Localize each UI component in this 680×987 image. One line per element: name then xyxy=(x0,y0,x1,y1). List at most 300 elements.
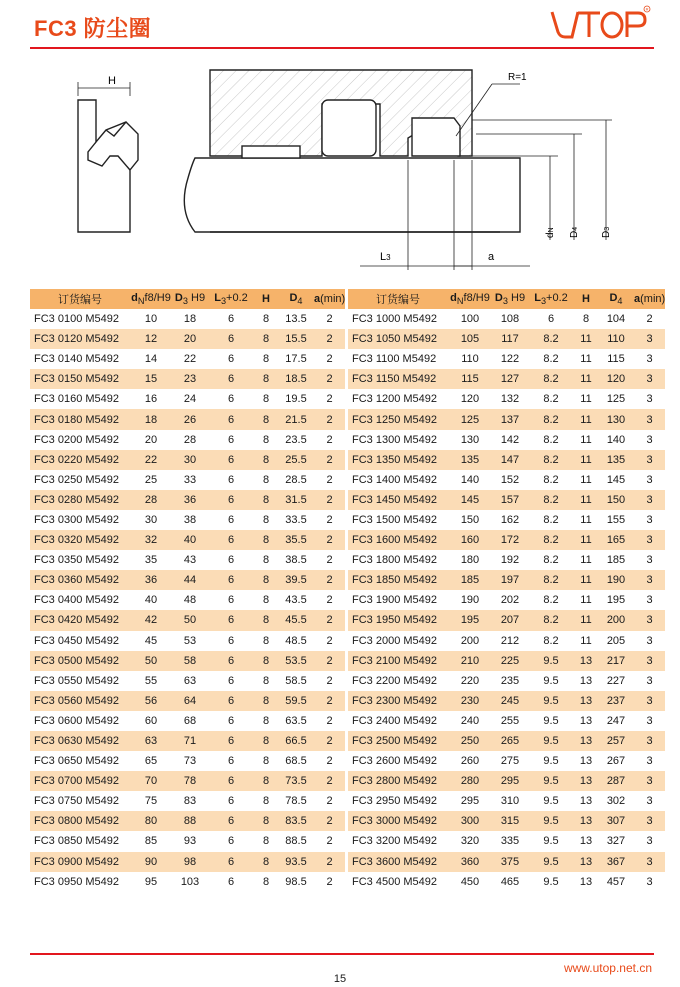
cell-a: 3 xyxy=(634,771,665,791)
cell-dn: 180 xyxy=(460,554,480,567)
cell-l3: 6 xyxy=(208,691,254,711)
cell-l3: 6 xyxy=(227,875,235,888)
cell-a: 3 xyxy=(646,393,653,406)
cell-code: FC3 1500 M5492 xyxy=(352,513,437,526)
cell-h: 11 xyxy=(574,329,598,349)
cell-a: 2 xyxy=(314,691,345,711)
cell-a: 3 xyxy=(646,433,653,446)
cell-d4: 17.5 xyxy=(285,353,307,366)
cell-h: 8 xyxy=(582,313,590,326)
cell-h: 8 xyxy=(262,393,270,406)
rod xyxy=(184,158,520,232)
cell-d4: 185 xyxy=(606,554,626,567)
cell-code: FC3 0140 M5492 xyxy=(34,353,119,366)
cell-h: 8 xyxy=(254,450,278,470)
col-d4: $D_4$ xyxy=(598,289,634,309)
cell-l3: 9.5 xyxy=(528,691,574,711)
cell-d3: 197 xyxy=(492,570,528,590)
cell-dn: 35 xyxy=(144,554,158,567)
cell-l3: 6 xyxy=(227,835,235,848)
table-row xyxy=(30,349,345,369)
cell-a: 3 xyxy=(634,651,665,671)
table-left xyxy=(30,289,345,892)
cell-d4: 58.5 xyxy=(285,674,307,687)
table-row xyxy=(348,691,665,711)
cell-l3: 8.2 xyxy=(543,353,559,366)
cell-d4: 155 xyxy=(606,513,626,526)
cell-code: FC3 0320 M5492 xyxy=(30,530,130,550)
cell-code: FC3 1300 M5492 xyxy=(352,433,437,446)
cell-l3: 6 xyxy=(208,490,254,510)
cell-code: FC3 0650 M5492 xyxy=(34,755,119,768)
table-row xyxy=(30,852,345,872)
cell-a: 2 xyxy=(326,714,333,727)
cell-d4: 25.5 xyxy=(278,450,314,470)
cell-l3: 6 xyxy=(208,852,254,872)
cell-a: 2 xyxy=(326,513,333,526)
cell-h: 8 xyxy=(254,530,278,550)
cell-code: FC3 4500 M5492 xyxy=(352,875,437,888)
cell-d4: 200 xyxy=(598,610,634,630)
cell-l3: 9.5 xyxy=(543,795,559,808)
col-d3: $D_3$ H9 xyxy=(492,289,528,309)
cell-dn: 12 xyxy=(130,329,172,349)
cell-h: 13 xyxy=(574,731,598,751)
cell-h: 13 xyxy=(574,811,598,831)
cell-l3: 8.2 xyxy=(528,369,574,389)
cell-d4: 59.5 xyxy=(278,691,314,711)
cell-a: 2 xyxy=(314,530,345,550)
cell-d3: 30 xyxy=(172,450,208,470)
cell-dn: 14 xyxy=(144,353,158,366)
cell-dn: 195 xyxy=(448,610,492,630)
table-right xyxy=(348,289,665,892)
cell-l3: 6 xyxy=(208,811,254,831)
seal-installation-drawing xyxy=(30,60,654,275)
table-row xyxy=(30,329,345,349)
table-row xyxy=(348,389,665,409)
cell-h: 8 xyxy=(262,433,270,446)
cell-a: 3 xyxy=(634,570,665,590)
cell-d3: 58 xyxy=(172,651,208,671)
table-row xyxy=(30,409,345,429)
cell-dn: 36 xyxy=(130,570,172,590)
radius-label: R=1 xyxy=(508,72,527,83)
cell-code: FC3 2200 M5492 xyxy=(352,674,437,687)
cell-d3: 157 xyxy=(492,490,528,510)
cell-a: 3 xyxy=(634,731,665,751)
cell-dn: 190 xyxy=(460,594,480,607)
cell-dn: 320 xyxy=(460,835,480,848)
cell-d4: 66.5 xyxy=(278,731,314,751)
cell-d4: 150 xyxy=(598,490,634,510)
cell-dn: 300 xyxy=(448,811,492,831)
cell-h: 8 xyxy=(262,634,270,647)
cell-dn: 100 xyxy=(460,313,480,326)
cell-code: FC3 2100 M5492 xyxy=(348,651,448,671)
cell-l3: 6 xyxy=(208,610,254,630)
cell-l3: 8.2 xyxy=(528,490,574,510)
cell-a: 2 xyxy=(314,490,345,510)
cell-a: 3 xyxy=(634,409,665,429)
cell-d4: 53.5 xyxy=(278,651,314,671)
table-row xyxy=(30,550,345,570)
cell-h: 8 xyxy=(254,329,278,349)
table-row xyxy=(30,631,345,651)
cell-d3: 50 xyxy=(172,610,208,630)
cell-d3: 36 xyxy=(172,490,208,510)
cell-d3: 235 xyxy=(500,674,520,687)
cell-d4: 227 xyxy=(606,674,626,687)
cell-dn: 70 xyxy=(130,771,172,791)
table-row xyxy=(348,610,665,630)
cell-d4: 110 xyxy=(598,329,634,349)
cell-l3: 9.5 xyxy=(543,835,559,848)
cell-a: 3 xyxy=(646,835,653,848)
cell-d3: 117 xyxy=(492,329,528,349)
table-row xyxy=(30,369,345,389)
cell-l3: 6 xyxy=(227,313,235,326)
cell-h: 13 xyxy=(579,835,593,848)
cell-a: 2 xyxy=(314,610,345,630)
cell-a: 3 xyxy=(634,811,665,831)
cell-dn: 200 xyxy=(460,634,480,647)
cell-a: 2 xyxy=(314,811,345,831)
cell-d3: 63 xyxy=(183,674,197,687)
cell-l3: 8.2 xyxy=(543,554,559,567)
cell-code: FC3 2800 M5492 xyxy=(348,771,448,791)
table-row xyxy=(30,791,345,811)
cell-d4: 145 xyxy=(606,473,626,486)
cell-a: 2 xyxy=(314,450,345,470)
cell-dn: 42 xyxy=(130,610,172,630)
cell-d4: 190 xyxy=(598,570,634,590)
table-row xyxy=(30,450,345,470)
dim-label-dn: dN xyxy=(545,227,556,238)
cell-l3: 6 xyxy=(227,795,235,808)
cell-code: FC3 0350 M5492 xyxy=(34,554,119,567)
cell-dn: 125 xyxy=(448,409,492,429)
cell-h: 13 xyxy=(574,771,598,791)
cell-d4: 68.5 xyxy=(285,755,307,768)
table-row xyxy=(348,369,665,389)
cell-h: 11 xyxy=(580,513,592,526)
cell-code: FC3 0950 M5492 xyxy=(34,875,119,888)
cell-l3: 6 xyxy=(227,674,235,687)
cell-l3: 8.2 xyxy=(543,393,559,406)
cell-dn: 160 xyxy=(448,530,492,550)
cell-l3: 6 xyxy=(208,570,254,590)
cell-dn: 115 xyxy=(448,369,492,389)
cell-l3: 8.2 xyxy=(528,450,574,470)
table-row xyxy=(30,590,345,610)
cell-d4: 267 xyxy=(606,755,626,768)
cell-l3: 8.2 xyxy=(543,473,559,486)
cell-code: FC3 0300 M5492 xyxy=(34,513,119,526)
cell-h: 11 xyxy=(580,594,592,607)
cell-d3: 202 xyxy=(500,594,520,607)
cell-d3: 68 xyxy=(183,714,197,727)
dim-label-d4: D4 xyxy=(569,226,580,238)
cell-h: 13 xyxy=(579,795,593,808)
cell-a: 2 xyxy=(326,393,333,406)
table-row xyxy=(30,872,345,892)
cell-a: 3 xyxy=(646,674,653,687)
col-a: a(min) xyxy=(314,289,345,309)
table-row xyxy=(348,791,665,811)
cell-h: 11 xyxy=(580,393,592,406)
cell-code: FC3 2400 M5492 xyxy=(352,714,437,727)
dim-label-d3: D3 xyxy=(601,226,612,238)
col-code: 订货编号 xyxy=(30,289,130,309)
cell-l3: 8.2 xyxy=(543,513,559,526)
cell-l3: 6 xyxy=(208,530,254,550)
cell-a: 2 xyxy=(326,594,333,607)
cell-code: FC3 0100 M5492 xyxy=(34,313,119,326)
cell-a: 3 xyxy=(634,369,665,389)
cell-l3: 6 xyxy=(227,634,235,647)
cell-a: 3 xyxy=(634,450,665,470)
table-row xyxy=(348,349,665,369)
cell-a: 2 xyxy=(314,852,345,872)
table-row xyxy=(348,450,665,470)
cell-d4: 39.5 xyxy=(278,570,314,590)
cell-d3: 265 xyxy=(492,731,528,751)
table-row xyxy=(348,831,665,851)
cell-a: 3 xyxy=(646,755,653,768)
cell-d3: 83 xyxy=(183,795,197,808)
cell-d3: 64 xyxy=(172,691,208,711)
cell-d3: 71 xyxy=(172,731,208,751)
table-row xyxy=(348,309,665,329)
cell-code: FC3 1350 M5492 xyxy=(348,450,448,470)
table-row xyxy=(348,530,665,550)
cell-dn: 56 xyxy=(130,691,172,711)
cell-d4: 205 xyxy=(606,634,626,647)
cell-d3: 40 xyxy=(172,530,208,550)
cell-code: FC3 0180 M5492 xyxy=(30,409,130,429)
cell-d3: 465 xyxy=(500,875,520,888)
cell-d3: 88 xyxy=(172,811,208,831)
cell-a: 2 xyxy=(326,313,333,326)
col-dn: $d_Nf8/H9$ xyxy=(130,289,172,309)
cell-h: 13 xyxy=(574,651,598,671)
cell-dn: 260 xyxy=(460,755,480,768)
cell-dn: 16 xyxy=(144,393,158,406)
cell-code: FC3 0750 M5492 xyxy=(34,795,119,808)
cell-d3: 310 xyxy=(500,795,520,808)
cell-dn: 28 xyxy=(130,490,172,510)
cell-h: 8 xyxy=(262,674,270,687)
cell-d3: 73 xyxy=(183,755,197,768)
table-row xyxy=(348,671,665,691)
cell-d3: 162 xyxy=(500,513,520,526)
cell-l3: 6 xyxy=(227,433,235,446)
cell-d3: 255 xyxy=(500,714,520,727)
cell-a: 3 xyxy=(646,634,653,647)
cell-a: 3 xyxy=(646,554,653,567)
cell-d3: 93 xyxy=(183,835,197,848)
cell-dn: 50 xyxy=(130,651,172,671)
cell-dn: 185 xyxy=(448,570,492,590)
cell-h: 8 xyxy=(254,852,278,872)
table-row xyxy=(348,751,665,771)
table-header-row xyxy=(348,289,665,309)
cell-a: 3 xyxy=(634,610,665,630)
cell-l3: 6 xyxy=(208,450,254,470)
cell-d3: 335 xyxy=(500,835,520,848)
cell-code: FC3 0630 M5492 xyxy=(30,731,130,751)
col-h: H xyxy=(254,289,278,309)
cell-l3: 6 xyxy=(208,651,254,671)
cell-d3: 22 xyxy=(183,353,197,366)
cell-d3: 18 xyxy=(183,313,197,326)
cell-d3: 172 xyxy=(492,530,528,550)
cell-d4: 23.5 xyxy=(285,433,307,446)
cell-code: FC3 2000 M5492 xyxy=(352,634,437,647)
cell-h: 8 xyxy=(254,610,278,630)
cell-l3: 9.5 xyxy=(543,875,559,888)
col-a: a(min) xyxy=(634,289,665,309)
cell-dn: 20 xyxy=(144,433,158,446)
table-row xyxy=(30,731,345,751)
table-row xyxy=(348,811,665,831)
cell-dn: 63 xyxy=(130,731,172,751)
cell-a: 2 xyxy=(326,795,333,808)
table-row xyxy=(30,711,345,731)
cell-l3: 8.2 xyxy=(543,433,559,446)
cell-d4: 88.5 xyxy=(285,835,307,848)
svg-text:R: R xyxy=(645,6,649,12)
table-row xyxy=(30,671,345,691)
table-header-row xyxy=(30,289,345,309)
cell-d4: 73.5 xyxy=(278,771,314,791)
cell-d3: 245 xyxy=(492,691,528,711)
cell-d4: 19.5 xyxy=(285,393,307,406)
cell-dn: 90 xyxy=(130,852,172,872)
cell-a: 2 xyxy=(314,329,345,349)
cell-l3: 8.2 xyxy=(528,329,574,349)
cell-code: FC3 2500 M5492 xyxy=(348,731,448,751)
cell-code: FC3 0600 M5492 xyxy=(34,714,119,727)
cell-h: 8 xyxy=(262,714,270,727)
cell-h: 8 xyxy=(254,369,278,389)
col-l3: $L_3+0.2$ xyxy=(208,289,254,309)
cell-dn: 280 xyxy=(448,771,492,791)
cell-a: 2 xyxy=(326,755,333,768)
cell-d3: 122 xyxy=(500,353,520,366)
cell-h: 13 xyxy=(574,691,598,711)
cell-a: 2 xyxy=(326,634,333,647)
cell-a: 2 xyxy=(314,771,345,791)
cell-d4: 140 xyxy=(606,433,626,446)
cell-dn: 135 xyxy=(448,450,492,470)
cell-d4: 48.5 xyxy=(285,634,307,647)
cell-h: 11 xyxy=(574,610,598,630)
cell-l3: 8.2 xyxy=(528,530,574,550)
cell-dn: 450 xyxy=(460,875,480,888)
cell-code: FC3 0450 M5492 xyxy=(34,634,119,647)
cell-d4: 28.5 xyxy=(285,473,307,486)
cell-code: FC3 1950 M5492 xyxy=(348,610,448,630)
cell-a: 3 xyxy=(634,530,665,550)
cell-d4: 63.5 xyxy=(285,714,307,727)
col-d3: $D_3$ H9 xyxy=(172,289,208,309)
cell-d4: 257 xyxy=(598,731,634,751)
cell-l3: 6 xyxy=(208,329,254,349)
cell-h: 8 xyxy=(254,409,278,429)
cell-d4: 125 xyxy=(606,393,626,406)
cell-a: 3 xyxy=(646,594,653,607)
cell-d3: 53 xyxy=(183,634,197,647)
cell-h: 8 xyxy=(254,490,278,510)
cell-a: 2 xyxy=(326,554,333,567)
cell-code: FC3 1200 M5492 xyxy=(352,393,437,406)
cell-l3: 8.2 xyxy=(543,594,559,607)
cell-h: 8 xyxy=(254,651,278,671)
cell-code: FC3 1000 M5492 xyxy=(352,313,437,326)
cell-d4: 78.5 xyxy=(285,795,307,808)
cell-d3: 44 xyxy=(172,570,208,590)
cell-dn: 15 xyxy=(130,369,172,389)
cell-dn: 120 xyxy=(460,393,480,406)
cell-code: FC3 1450 M5492 xyxy=(348,490,448,510)
cell-d3: 127 xyxy=(492,369,528,389)
table-row xyxy=(348,510,665,530)
cell-l3: 9.5 xyxy=(528,811,574,831)
cell-code: FC3 2600 M5492 xyxy=(352,755,437,768)
cell-dn: 130 xyxy=(460,433,480,446)
cell-d4: 367 xyxy=(598,852,634,872)
cell-d4: 18.5 xyxy=(278,369,314,389)
table-row xyxy=(30,691,345,711)
table-row xyxy=(348,631,665,651)
cell-dn: 18 xyxy=(130,409,172,429)
cell-h: 11 xyxy=(574,490,598,510)
cell-l3: 8.2 xyxy=(528,570,574,590)
cell-h: 11 xyxy=(580,473,592,486)
cell-d3: 38 xyxy=(183,513,197,526)
cell-d4: 13.5 xyxy=(285,313,307,326)
cell-d4: 195 xyxy=(606,594,626,607)
cell-h: 11 xyxy=(574,409,598,429)
cell-d3: 23 xyxy=(172,369,208,389)
cell-d4: 237 xyxy=(598,691,634,711)
cell-l3: 6 xyxy=(227,714,235,727)
cell-code: FC3 1400 M5492 xyxy=(352,473,437,486)
cell-h: 8 xyxy=(254,691,278,711)
cell-code: FC3 0420 M5492 xyxy=(30,610,130,630)
cell-d4: 327 xyxy=(606,835,626,848)
cell-d4: 43.5 xyxy=(285,594,307,607)
cell-dn: 55 xyxy=(144,674,158,687)
cell-code: FC3 0250 M5492 xyxy=(34,473,119,486)
cell-d3: 26 xyxy=(172,409,208,429)
cell-dn: 295 xyxy=(460,795,480,808)
cell-dn: 250 xyxy=(448,731,492,751)
cell-h: 8 xyxy=(254,811,278,831)
cell-code: FC3 0360 M5492 xyxy=(30,570,130,590)
cell-a: 3 xyxy=(634,329,665,349)
col-l3: $L_3+0.2$ xyxy=(528,289,574,309)
cell-d4: 217 xyxy=(598,651,634,671)
cell-l3: 6 xyxy=(227,473,235,486)
cell-d4: 302 xyxy=(606,795,626,808)
cell-a: 3 xyxy=(646,513,653,526)
cell-d3: 295 xyxy=(492,771,528,791)
cell-l3: 9.5 xyxy=(543,755,559,768)
cell-a: 2 xyxy=(326,875,333,888)
